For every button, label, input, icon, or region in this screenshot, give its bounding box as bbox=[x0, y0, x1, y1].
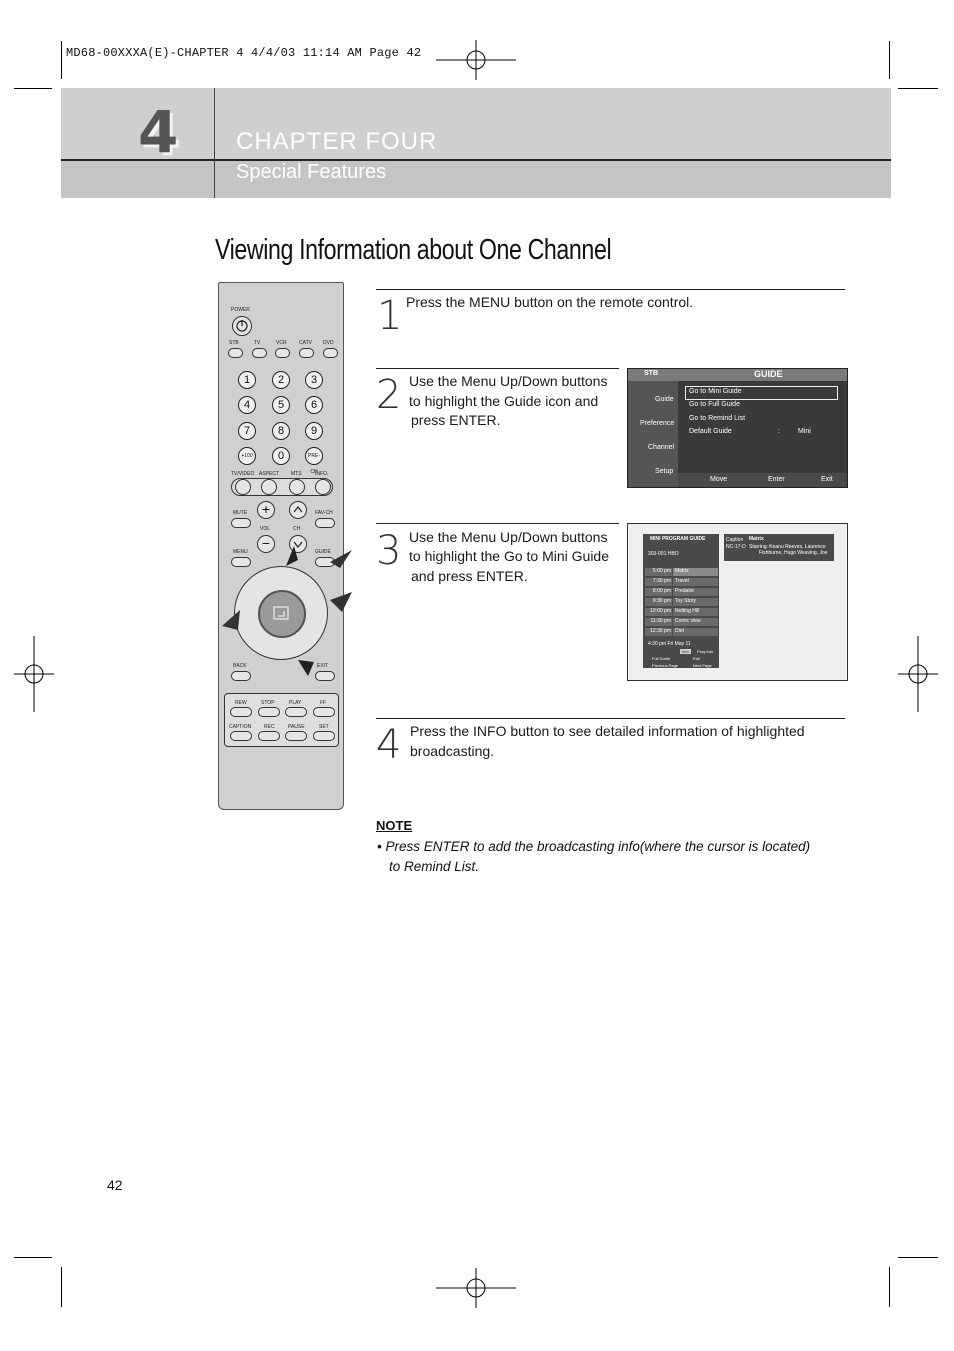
mini-guide-legend: Exit bbox=[693, 656, 700, 661]
exit-label: EXIT bbox=[317, 663, 329, 669]
step-3-line-1: Use the Menu Up/Down buttons bbox=[409, 529, 608, 545]
print-header: MD68-00XXXA(E)-CHAPTER 4 4/4/03 11:14 AM Page 42 bbox=[66, 46, 422, 60]
mini-guide-show: Comic view bbox=[673, 618, 718, 626]
pause-label: PAUSE bbox=[288, 724, 305, 730]
mts-button bbox=[289, 479, 305, 495]
guide-item-remind: Go to Remind List bbox=[689, 415, 746, 422]
play-label: PLAY bbox=[289, 700, 302, 706]
step-1-rule bbox=[376, 289, 845, 290]
mini-guide-time: 7:30 pm bbox=[645, 578, 672, 586]
caption-button bbox=[230, 731, 252, 741]
registration-mark-right bbox=[898, 636, 938, 712]
mini-guide-time: 10:00 pm bbox=[645, 608, 672, 616]
mini-guide-title: MINI PROGRAM GUIDE bbox=[650, 536, 706, 542]
digit-button: 7 bbox=[238, 422, 256, 440]
ch-up-icon bbox=[289, 501, 307, 519]
ff-button bbox=[313, 707, 335, 717]
chapter-divider bbox=[214, 88, 215, 198]
step-2-number: 2 bbox=[376, 372, 402, 418]
guide-side-item: Setup bbox=[655, 468, 674, 475]
mini-guide-clock: 4:30 pm Fri May 11 bbox=[648, 641, 691, 647]
mini-guide-screenshot bbox=[627, 523, 848, 681]
guide-label: GUIDE bbox=[315, 549, 331, 555]
crop-mark bbox=[889, 1267, 890, 1307]
guide-item-full: Go to Full Guide bbox=[689, 401, 740, 408]
digit-button: 8 bbox=[272, 422, 290, 440]
stop-label: STOP bbox=[261, 700, 275, 706]
stop-button bbox=[258, 707, 280, 717]
crop-mark bbox=[14, 1257, 52, 1258]
rew-label: REW bbox=[235, 700, 247, 706]
mode-label-tv: TV bbox=[254, 340, 261, 346]
vol-down-icon: − bbox=[257, 535, 275, 553]
note-line-2: to Remind List. bbox=[389, 858, 480, 874]
rec-button bbox=[258, 731, 280, 741]
mts-label: MTS bbox=[291, 471, 302, 477]
mode-label-stb: STB bbox=[229, 340, 239, 346]
step-4-line-2: broadcasting. bbox=[410, 743, 495, 759]
mini-guide-info-title: Matrix bbox=[749, 536, 764, 542]
digit-button: 3 bbox=[305, 371, 323, 389]
guide-side-item: Preference bbox=[640, 420, 675, 427]
mini-guide-info-rating: NC-17-D bbox=[726, 544, 746, 550]
guide-side-item: Channel bbox=[648, 444, 675, 451]
vol-up-icon: + bbox=[257, 501, 275, 519]
mini-guide-channel: 303-001 HBO bbox=[648, 551, 679, 557]
step-1-number: 1 bbox=[377, 293, 403, 339]
crop-mark bbox=[898, 1257, 938, 1258]
play-button bbox=[285, 707, 307, 717]
mini-guide-show: Matrix bbox=[673, 568, 718, 576]
mini-guide-show: Predator bbox=[673, 588, 718, 596]
guide-footer-move: Move bbox=[710, 476, 728, 483]
mini-guide-legend: Next Page bbox=[693, 663, 712, 668]
step-4-line-1: Press the INFO button to see detailed information of highlighted bbox=[410, 723, 805, 739]
step-2-line-1: Use the Menu Up/Down buttons bbox=[409, 373, 608, 389]
set-label: SET bbox=[319, 724, 329, 730]
chapter-band bbox=[61, 88, 891, 159]
tv-video-button bbox=[235, 479, 251, 495]
digit-button: 9 bbox=[305, 422, 323, 440]
caption-label: CAPTION bbox=[229, 724, 252, 730]
guide-tab: STB bbox=[644, 370, 658, 377]
mode-button bbox=[323, 348, 338, 358]
pause-button bbox=[285, 731, 307, 741]
registration-mark-bottom bbox=[436, 1268, 516, 1308]
page-title: Viewing Information about One Channel bbox=[215, 234, 612, 266]
digit-button: +100 bbox=[238, 447, 256, 465]
step-3-line-2: to highlight the Go to Mini Guide bbox=[409, 548, 610, 564]
step-3-line-3: and press ENTER. bbox=[411, 568, 528, 584]
guide-menu-screenshot bbox=[627, 368, 848, 488]
mini-guide-info-key: Info bbox=[682, 649, 689, 654]
crop-mark bbox=[61, 41, 62, 79]
crop-mark bbox=[61, 1267, 62, 1307]
chapter-title: CHAPTER FOUR bbox=[236, 128, 438, 155]
step-2-rule bbox=[376, 368, 619, 369]
digit-button: 6 bbox=[305, 396, 323, 414]
mini-guide-info-starring2: Fishburne, Hugo Weaving, Joe bbox=[759, 550, 828, 556]
fav-ch-label: FAV-CH bbox=[315, 510, 333, 516]
menu-label: MENU bbox=[233, 549, 248, 555]
guide-side-item: Guide bbox=[655, 396, 674, 403]
mini-guide-show: Notting Hill bbox=[673, 608, 718, 616]
mode-button bbox=[299, 348, 314, 358]
chapter-subband bbox=[61, 161, 891, 198]
mode-button bbox=[228, 348, 243, 358]
step-2-line-2: to highlight the Guide icon and bbox=[409, 393, 599, 409]
mode-label-catv: CATV bbox=[299, 340, 312, 346]
step-3-number: 3 bbox=[376, 528, 402, 574]
power-label: POWER bbox=[231, 307, 250, 313]
aspect-button bbox=[261, 479, 277, 495]
mode-label-vcr: VCR bbox=[276, 340, 287, 346]
vol-label: VOL bbox=[260, 526, 271, 532]
guide-header: GUIDE bbox=[754, 369, 783, 379]
guide-default-sep: : bbox=[778, 428, 780, 435]
mini-guide-show: Diet bbox=[673, 628, 718, 636]
mute-button bbox=[231, 518, 251, 528]
mini-guide-info-starring: Starring: Keanu Reeves, Laurence bbox=[749, 544, 826, 550]
rec-label: REC bbox=[264, 724, 275, 730]
mini-guide-show: Toy Story bbox=[673, 598, 718, 606]
chapter-rule bbox=[61, 159, 891, 161]
back-label: BACK bbox=[233, 663, 247, 669]
mini-guide-time: 5:00 pm bbox=[645, 568, 672, 576]
chapter-subtitle: Special Features bbox=[236, 161, 387, 183]
note-text bbox=[377, 837, 837, 876]
guide-header-bar bbox=[628, 369, 847, 381]
info-button bbox=[315, 479, 331, 495]
mini-guide-time: 8:00 pm bbox=[645, 588, 672, 596]
digit-button: 4 bbox=[238, 396, 256, 414]
mode-button bbox=[275, 348, 290, 358]
guide-footer-enter: Enter bbox=[768, 476, 785, 483]
mode-button bbox=[252, 348, 267, 358]
mini-guide-legend: Prog Info bbox=[697, 649, 714, 654]
guide-default-value: Mini bbox=[798, 428, 811, 435]
mini-guide-time: 12:30 pm bbox=[645, 628, 672, 636]
digit-button: 0 bbox=[272, 447, 290, 465]
power-icon bbox=[232, 316, 252, 336]
guide-footer-exit: Exit bbox=[821, 476, 833, 483]
step-2-line-3: press ENTER. bbox=[411, 412, 501, 428]
crop-mark bbox=[889, 41, 890, 79]
mini-guide-info-caption: Caption bbox=[726, 537, 744, 543]
digit-button: 5 bbox=[272, 396, 290, 414]
chapter-number: 4 bbox=[138, 98, 179, 166]
crop-mark bbox=[898, 88, 938, 89]
guide-default-label: Default Guide bbox=[689, 428, 732, 435]
mode-label-dvd: DVD bbox=[323, 340, 334, 346]
tv-video-label: TV/VIDEO bbox=[231, 471, 255, 477]
set-button bbox=[313, 731, 335, 741]
note-heading: NOTE bbox=[376, 818, 413, 833]
info-label: INFO. bbox=[315, 471, 329, 477]
mini-guide-time: 9:30 pm bbox=[645, 598, 672, 606]
page-number: 42 bbox=[107, 1177, 123, 1193]
pointer-arrows-icon bbox=[218, 540, 354, 680]
registration-mark-left bbox=[14, 636, 54, 712]
aspect-label: ASPECT bbox=[259, 471, 280, 477]
mini-guide-legend: Full Guide bbox=[652, 656, 671, 661]
mute-label: MUTE bbox=[233, 510, 248, 516]
step-3-rule bbox=[376, 523, 619, 524]
mini-guide-time: 11:30 pm bbox=[645, 618, 672, 626]
step-4-number: 4 bbox=[376, 722, 402, 768]
registration-mark-top bbox=[436, 40, 516, 80]
mini-guide-legend: Previous Page bbox=[652, 663, 679, 668]
digit-button: PRE-CH bbox=[305, 447, 323, 465]
guide-item-mini: Go to Mini Guide bbox=[689, 388, 742, 395]
step-1-text: Press the MENU button on the remote control. bbox=[406, 294, 694, 310]
digit-button: 1 bbox=[238, 371, 256, 389]
note-line-1: • Press ENTER to add the broadcasting info(where the cursor is located) bbox=[377, 839, 811, 854]
crop-mark bbox=[14, 88, 52, 89]
step-4-rule bbox=[376, 718, 845, 719]
fav-ch-button bbox=[315, 518, 335, 528]
ff-label: FF bbox=[320, 700, 327, 706]
digit-button: 2 bbox=[272, 371, 290, 389]
ch-label: CH bbox=[293, 526, 301, 532]
rew-button bbox=[230, 707, 252, 717]
mini-guide-show: Travel bbox=[673, 578, 718, 586]
